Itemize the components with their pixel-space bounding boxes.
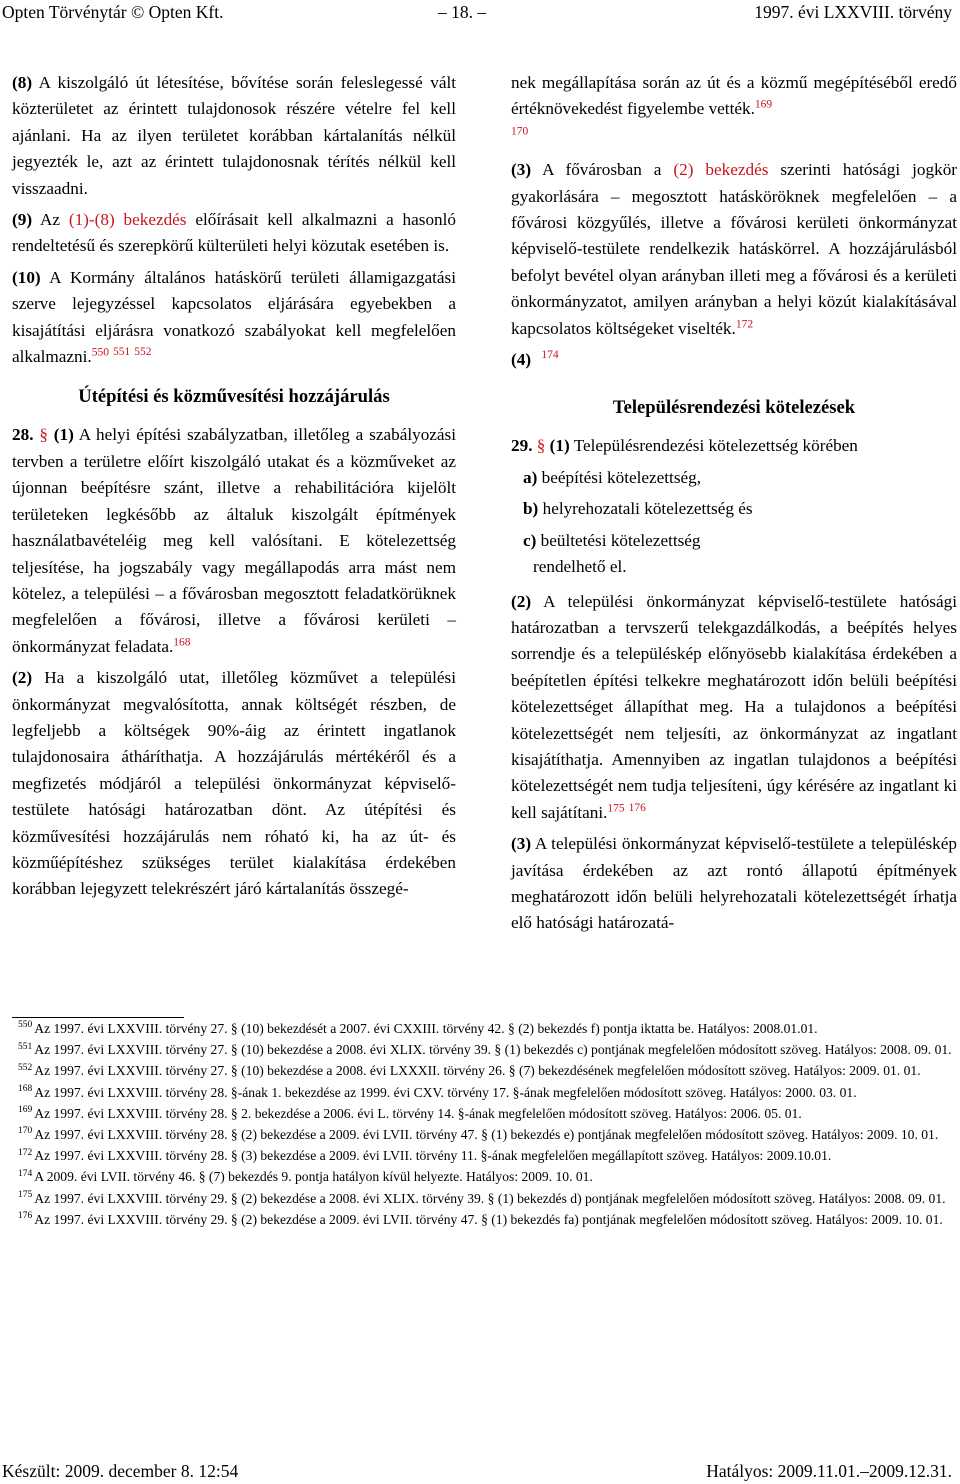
- footnote-text: Az 1997. évi LXXVIII. törvény 29. § (2) bekezdése a 2009. évi LVII. törvény 47. § (1) bekezdés fa) pontjának megfelelően módosított szöveg. Hatályos: 2009. 10. 01.: [34, 1211, 943, 1227]
- footnote-text: Az 1997. évi LXXVIII. törvény 27. § (10) bekezdését a 2007. évi CXXIII. törvény 42. § (2) bekezdés f) pontja iktatta be. Hatályos: 2008.01.01.: [34, 1021, 818, 1036]
- footnote-ref[interactable]: 172: [735, 317, 754, 330]
- footnote: [2, 1082, 958, 1103]
- footnote: [2, 1039, 958, 1060]
- section-heading: Útépítési és közművesítési hozzájárulás: [78, 386, 390, 408]
- footnote: [2, 1209, 958, 1230]
- obligation-list: [523, 465, 957, 581]
- footnote-number: 552: [18, 1062, 33, 1073]
- footnote-text: Az 1997. évi LXXVIII. törvény 28. §-ának 1. bekezdése az 1999. évi CXV. törvény 17. §-ának megfelelően módosított szöveg. Hatályos: 2000. 03. 01.: [34, 1084, 857, 1100]
- paragraph-text: Településrendezési kötelezettség körében: [573, 436, 858, 456]
- list-item-label: c): [523, 530, 537, 550]
- paragraph-text: A települési önkormányzat képviselő-testülete a településkép javítása érdekében az azt rontó állapotú építmények meghatározott időn belüli helyrehozatali kötelezettségét írhatja elő hatósági határozatá-: [511, 834, 957, 933]
- footnote-text: Az 1997. évi LXXVIII. törvény 28. § (3) bekezdése a 2009. évi LVII. törvény 11. §-ának megfelelően megállapított szöveg. Hatályos: 2009.10.01.: [34, 1148, 832, 1164]
- paragraph-number: (3): [511, 834, 532, 854]
- header-publisher: Opten Törvénytár © Opten Kft.: [2, 2, 224, 22]
- footnote-number: 550: [18, 1020, 33, 1031]
- cross-reference-link[interactable]: (2) bekezdés: [673, 160, 769, 180]
- footnote-ref[interactable]: 551: [112, 346, 131, 359]
- footnote-number: 170: [18, 1126, 33, 1137]
- paragraph-number: (2): [511, 591, 532, 611]
- paragraph-text: A helyi építési szabályzatban, illetőleg a szabályozási tervben a területre előírt kiszolgáló utakat és a közműveket az újonnan beépítésre szánt, illetve a rehabilitációra kijelölt területeken legkésőbb az általuk kiszolgált építmények használatbavételéig meg kell valósítani. E kötelezettség teljesítése, ha jogszabály vagy megállapodás arra mást nem kötelez, a települési – a fővárosban megosztott feladatkörüknek megfelelően a fővárosi, illetve a fővárosi kerületi – önkormányzat feladata.: [12, 425, 457, 656]
- section-sign-link[interactable]: §: [39, 425, 48, 445]
- footnote: [2, 1166, 958, 1187]
- left-column: [12, 70, 456, 908]
- section-29-paragraph-3: [511, 831, 957, 937]
- list-item-text: helyrehozatali kötelezettség és: [542, 499, 753, 519]
- footnote-number: 175: [18, 1190, 33, 1201]
- list-item: [523, 528, 957, 554]
- footnote-ref[interactable]: 176: [628, 802, 646, 815]
- footnote-ref[interactable]: 170: [511, 125, 529, 138]
- footnote-text: A 2009. évi LVII. törvény 46. § (7) bekezdés 9. pontja hatályon kívül helyezte. Hatályos: 2009. 10. 01.: [34, 1169, 593, 1185]
- right-column: [511, 70, 957, 942]
- footnote-number: 168: [18, 1084, 33, 1095]
- page-footer: [0, 1461, 960, 1483]
- footnote-text: Az 1997. évi LXXVIII. törvény 28. § (2) bekezdése a 2009. évi LVII. törvény 47. § (1) bekezdés e) pontjának megfelelően módosított szöveg. Hatályos: 2009. 10. 01.: [34, 1127, 939, 1143]
- footnote-ref[interactable]: 174: [541, 349, 559, 362]
- paragraph-number: (9): [12, 210, 33, 230]
- section-number: 28.: [12, 425, 34, 445]
- cross-reference-link[interactable]: (1)-(8) bekezdés: [68, 210, 187, 230]
- section-29-paragraph-1: [511, 433, 957, 459]
- list-item: [523, 465, 957, 491]
- paragraph-number: (10): [12, 267, 41, 287]
- paragraph-9: [12, 207, 456, 260]
- section-29-paragraph-2: [511, 589, 957, 827]
- section-heading: Településrendezési kötelezések: [612, 397, 856, 419]
- paragraph-8: [12, 70, 456, 202]
- footnote: [2, 1018, 958, 1039]
- list-item-text: beültetési kötelezettség: [540, 530, 701, 550]
- footer-created: Készült: 2009. december 8. 12:54: [2, 1461, 239, 1481]
- paragraph-text: előírásait kell alkalmazni a hasonló rendeltetésű és szerepkörű külterületi helyi közutak esetében is.: [12, 210, 457, 256]
- section-28-paragraph-1: [12, 422, 456, 660]
- footnote-ref[interactable]: 169: [754, 98, 773, 111]
- paragraph-number: (1): [53, 425, 74, 445]
- footnote-number: 174: [18, 1168, 33, 1179]
- paragraph-text: A kiszolgáló út létesítése, bővítése során feleslegessé vált közterületet az érintett tulajdonosok részére vételre fel kell ajánlani. Ha az ilyen területet korábban kártalanítás nélkül jegyezték le, azt az érintett tulajdonosnak térítés nélkül kell visszaadni.: [12, 73, 456, 198]
- paragraph-text: szerinti hatósági jogkör gyakorlására – megosztott hatásköröknek megfelelően – a fővárosi közgyűlés, illetve a fővárosi kerületi önkormányzat képviselő-testülete rendelkezik hatáskörrel. A hozzájárulásból befolyt bevétel olyan arányban illeti meg a fővárosi és a kerületi önkormányzatot, amilyen arányban a helyi közút kialakításával kapcsolatos költségeket viselték.: [511, 160, 958, 338]
- footnote-text: Az 1997. évi LXXVIII. törvény 28. § 2. bekezdése a 2006. évi L. törvény 14. §-ának megfelelően módosított szöveg. Hatályos: 2006. 05. 01.: [34, 1105, 802, 1121]
- paragraph-text: A fővárosban a: [542, 160, 662, 180]
- footnote: [2, 1124, 958, 1145]
- paragraph-text: A Kormány általános hatáskörű területi államigazgatási szerve lejegyzéssel kapcsolatos eljárására egyebekben a kisajátítási eljárásra vonatkozó szabályokat kell megfelelően alkalmazni.: [12, 267, 456, 367]
- footnote-ref[interactable]: 550: [91, 346, 109, 359]
- footnote: [2, 1103, 958, 1124]
- footnote-number: 176: [18, 1211, 33, 1222]
- footnote-text: Az 1997. évi LXXVIII. törvény 29. § (2) bekezdése a 2008. évi XLIX. törvény 39. § (1) bekezdés d) pontjának megfelelően módosított szöveg. Hatályos: 2008. 09. 01.: [34, 1190, 946, 1206]
- paragraph-text: Az: [39, 210, 60, 230]
- footer-effective: Hatályos: 2009.11.01.–2009.12.31.: [706, 1461, 952, 1481]
- list-item-label: a): [523, 467, 538, 487]
- continued-paragraph: [511, 70, 957, 149]
- footnote-number: 169: [18, 1105, 33, 1116]
- paragraph-number: (2): [12, 668, 33, 688]
- page-header: [0, 2, 960, 26]
- footnote: [2, 1060, 958, 1081]
- list-item: [523, 496, 957, 522]
- footnote-text: Az 1997. évi LXXVIII. törvény 27. § (10) bekezdése a 2008. évi XLIX. törvény 39. § (1) bekezdés c) pontjának megfelelően módosított szöveg. Hatályos: 2008. 09. 01.: [34, 1042, 952, 1058]
- paragraph-number: (4): [511, 350, 532, 370]
- list-tail: rendelhető el.: [533, 557, 627, 577]
- section-28-paragraph-2: [12, 665, 456, 903]
- paragraph-3: [511, 157, 957, 342]
- footnote-ref[interactable]: 552: [134, 346, 152, 359]
- section-number: 29.: [511, 436, 533, 456]
- footnote-ref[interactable]: 175: [607, 802, 625, 815]
- header-page-number: – 18. –: [438, 2, 487, 22]
- section-sign-link[interactable]: §: [536, 436, 546, 456]
- header-law-title: 1997. évi LXXVIII. törvény: [754, 2, 952, 22]
- paragraph-number: (8): [12, 73, 33, 92]
- list-item-text: beépítési kötelezettség,: [541, 467, 702, 487]
- paragraph-10: [12, 265, 456, 371]
- paragraph-number: (3): [511, 160, 532, 180]
- paragraph-text: nek megállapítása során az út és a közmű megépítéséből eredő értéknövekedést figyelembe vették.: [511, 73, 957, 119]
- footnote-ref[interactable]: 168: [173, 635, 191, 648]
- footnote: [2, 1145, 958, 1166]
- footnotes: [2, 1018, 958, 1230]
- paragraph-text: Ha a kiszolgáló utat, illetőleg közművet a települési önkormányzat megvalósította, annak költségét részben, de legfeljebb a költségek 90%-áig az érintett ingatlanok tulajdonosaira átháríthatja. A hozzájárulás mértékéről és a megfizetés módjáról a települési önkormányzat képviselő-testülete hatósági határozatban dönt. Az útépítési és közművesítési hozzájárulás nem róható ki, ha az út- és közműépítéshez szükséges terület kialakítása érdekében korábban lejegyzett telekrészért járó kártalanítás összegé-: [12, 668, 456, 899]
- paragraph-text: A települési önkormányzat képviselő-testülete hatósági határozatban a tervszerű telekgazdálkodás, a beépítés helyes sorrendje és a településkép előnyösebb kialakítása érdekében a beépítetlen építési telkekre meghatározott időn belüli beépítési kötelezettséget állapíthat meg. Ha a tulajdonos a beépítési kötelezettségét nem teljesíti, az önkormányzat az ingatlant kisajátíthatja. Amennyiben az ingatlan tulajdonos a beépítési kötelezettségét nem tudja teljesíteni, úgy kérésére az ingatlant ki kell sajátítani.: [511, 591, 957, 822]
- footnote-number: 551: [18, 1041, 33, 1052]
- footnote-text: Az 1997. évi LXXVIII. törvény 27. § (10) bekezdése a 2008. évi LXXXII. törvény 26. § (7) bekezdésének megfelelően módosított szöveg. Hatályos: 2009. 01. 01.: [34, 1063, 921, 1079]
- footnote: [2, 1188, 958, 1209]
- paragraph-4: [511, 347, 957, 373]
- list-item-label: b): [523, 499, 539, 519]
- paragraph-number: (1): [549, 436, 570, 456]
- footnote-number: 172: [18, 1147, 33, 1158]
